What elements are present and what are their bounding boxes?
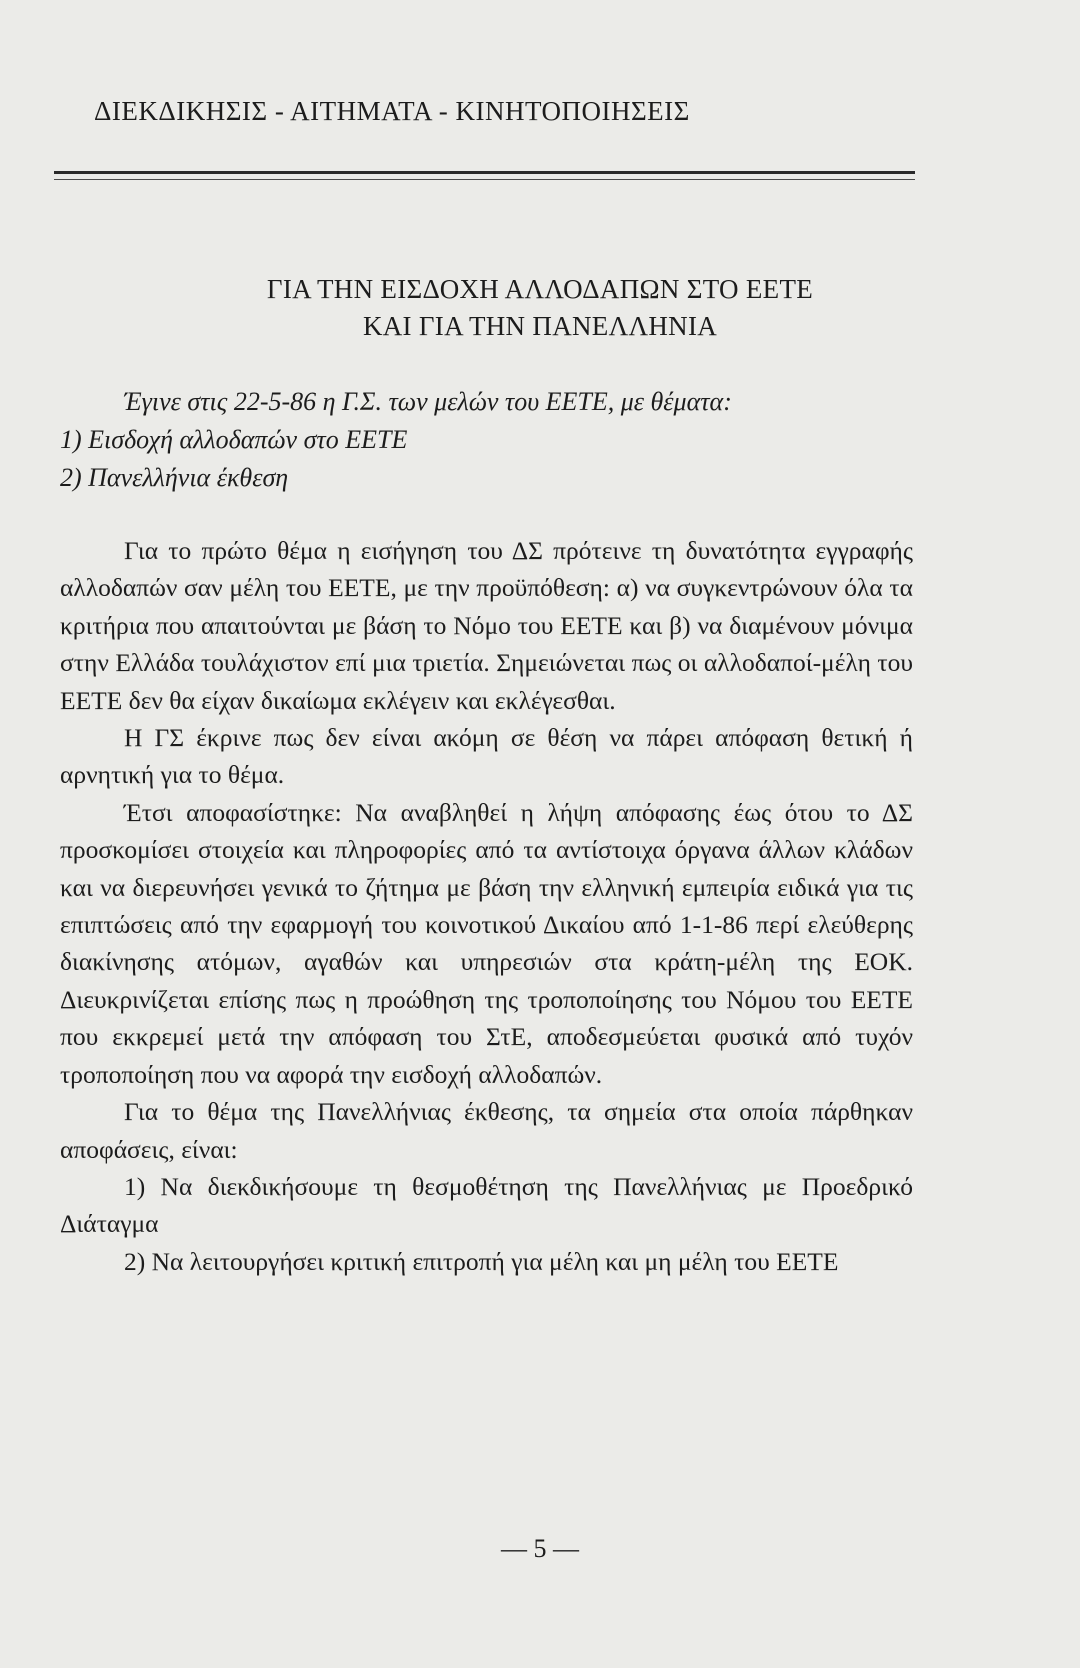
page-number: — 5 — bbox=[501, 1534, 579, 1563]
paragraph: Για το θέμα της Πανελλήνιας έκθεσης, τα σημεία στα οποία πάρθηκαν αποφάσεις, είναι: bbox=[60, 1097, 913, 1164]
paragraph: Για το πρώτο θέμα η εισήγηση του ΔΣ πρότεινε τη δυνατότητα εγγραφής αλλοδαπών σαν μέλη του ΕΕΤΕ, με την προϋπόθεση: α) να συγκεντρώνουν όλα τα κριτήρια που απαιτούνται με βάση το Νόμο του ΕΕΤΕ και β) να διαμένουν μόνιμα στην Ελλάδα τουλάχιστον επί μια τριετία. Σημειώνεται πως οι αλλοδαποί-μέλη του ΕΕΤΕ δεν θα είχαν δικαίωμα εκλέγειν και εκλέγεσθαι. bbox=[60, 536, 913, 715]
paragraph: 1) Να διεκδικήσουμε τη θεσμοθέτηση της Πανελλήνιας με Προεδρικό Διάταγμα bbox=[60, 1171, 913, 1239]
paragraph: Η ΓΣ έκρινε πως δεν είναι ακόμη σε θέση να πάρει απόφαση θετική ή αρνητική για το θέμα. bbox=[60, 723, 913, 790]
running-head: ΔΙΕΚΔΙΚΗΣΙΣ - ΑΙΤΗΜΑΤΑ - ΚΙΝΗΤΟΠΟΙΗΣΕΙΣ bbox=[94, 96, 690, 126]
article-body bbox=[60, 532, 913, 1280]
article-title-line-2: ΚΑΙ ΓΙΑ ΤΗΝ ΠΑΝΕΛΛΗΝΙΑ bbox=[362, 311, 718, 341]
header-rule-thin bbox=[54, 179, 915, 180]
agenda-item-1: 1) Εισδοχή αλλοδαπών στο ΕΕΤΕ bbox=[60, 425, 408, 454]
paragraph: 2) Να λειτουργήσει κριτική επιτροπή για μέλη και μη μέλη του ΕΕΤΕ bbox=[124, 1246, 839, 1276]
header-rule-thick bbox=[54, 171, 915, 174]
paragraph: Έτσι αποφασίστηκε: Να αναβληθεί η λήψη απόφασης έως ότου το ΔΣ προσκομίσει στοιχεία και πληροφορίες από τα αντίστοιχα όργανα άλλων κλάδων και να διερευνήσει γενικά το ζήτημα με βάση την ελληνική εμπειρία ειδικά για τις επιπτώσεις από την εφαρμογή του κοινοτικού Δικαίου από 1-1-86 περί ελεύθερης διακίνησης ατόμων, αγαθών και υπηρεσιών στα κράτη-μέλη της ΕΟΚ. Διευκρινίζεται επίσης πως η προώθηση της τροποποίησης του Νόμου του ΕΕΤΕ που εκκρεμεί μετά την απόφαση του ΣτΕ, αποδεσμεύεται φυσικά από τυχόν τροποποίηση που να αφορά την εισδοχή αλλοδαπών. bbox=[60, 797, 913, 1089]
agenda-item-2: 2) Πανελλήνια έκθεση bbox=[60, 463, 289, 492]
article-title-line-1: ΓΙΑ ΤΗΝ ΕΙΣΔΟΧΗ ΑΛΛΟΔΑΠΩΝ ΣΤΟ ΕΕΤΕ bbox=[266, 274, 814, 304]
intro-line: Έγινε στις 22-5-86 η Γ.Σ. των μελών του ΕΕΤΕ, με θέματα: bbox=[124, 387, 732, 416]
